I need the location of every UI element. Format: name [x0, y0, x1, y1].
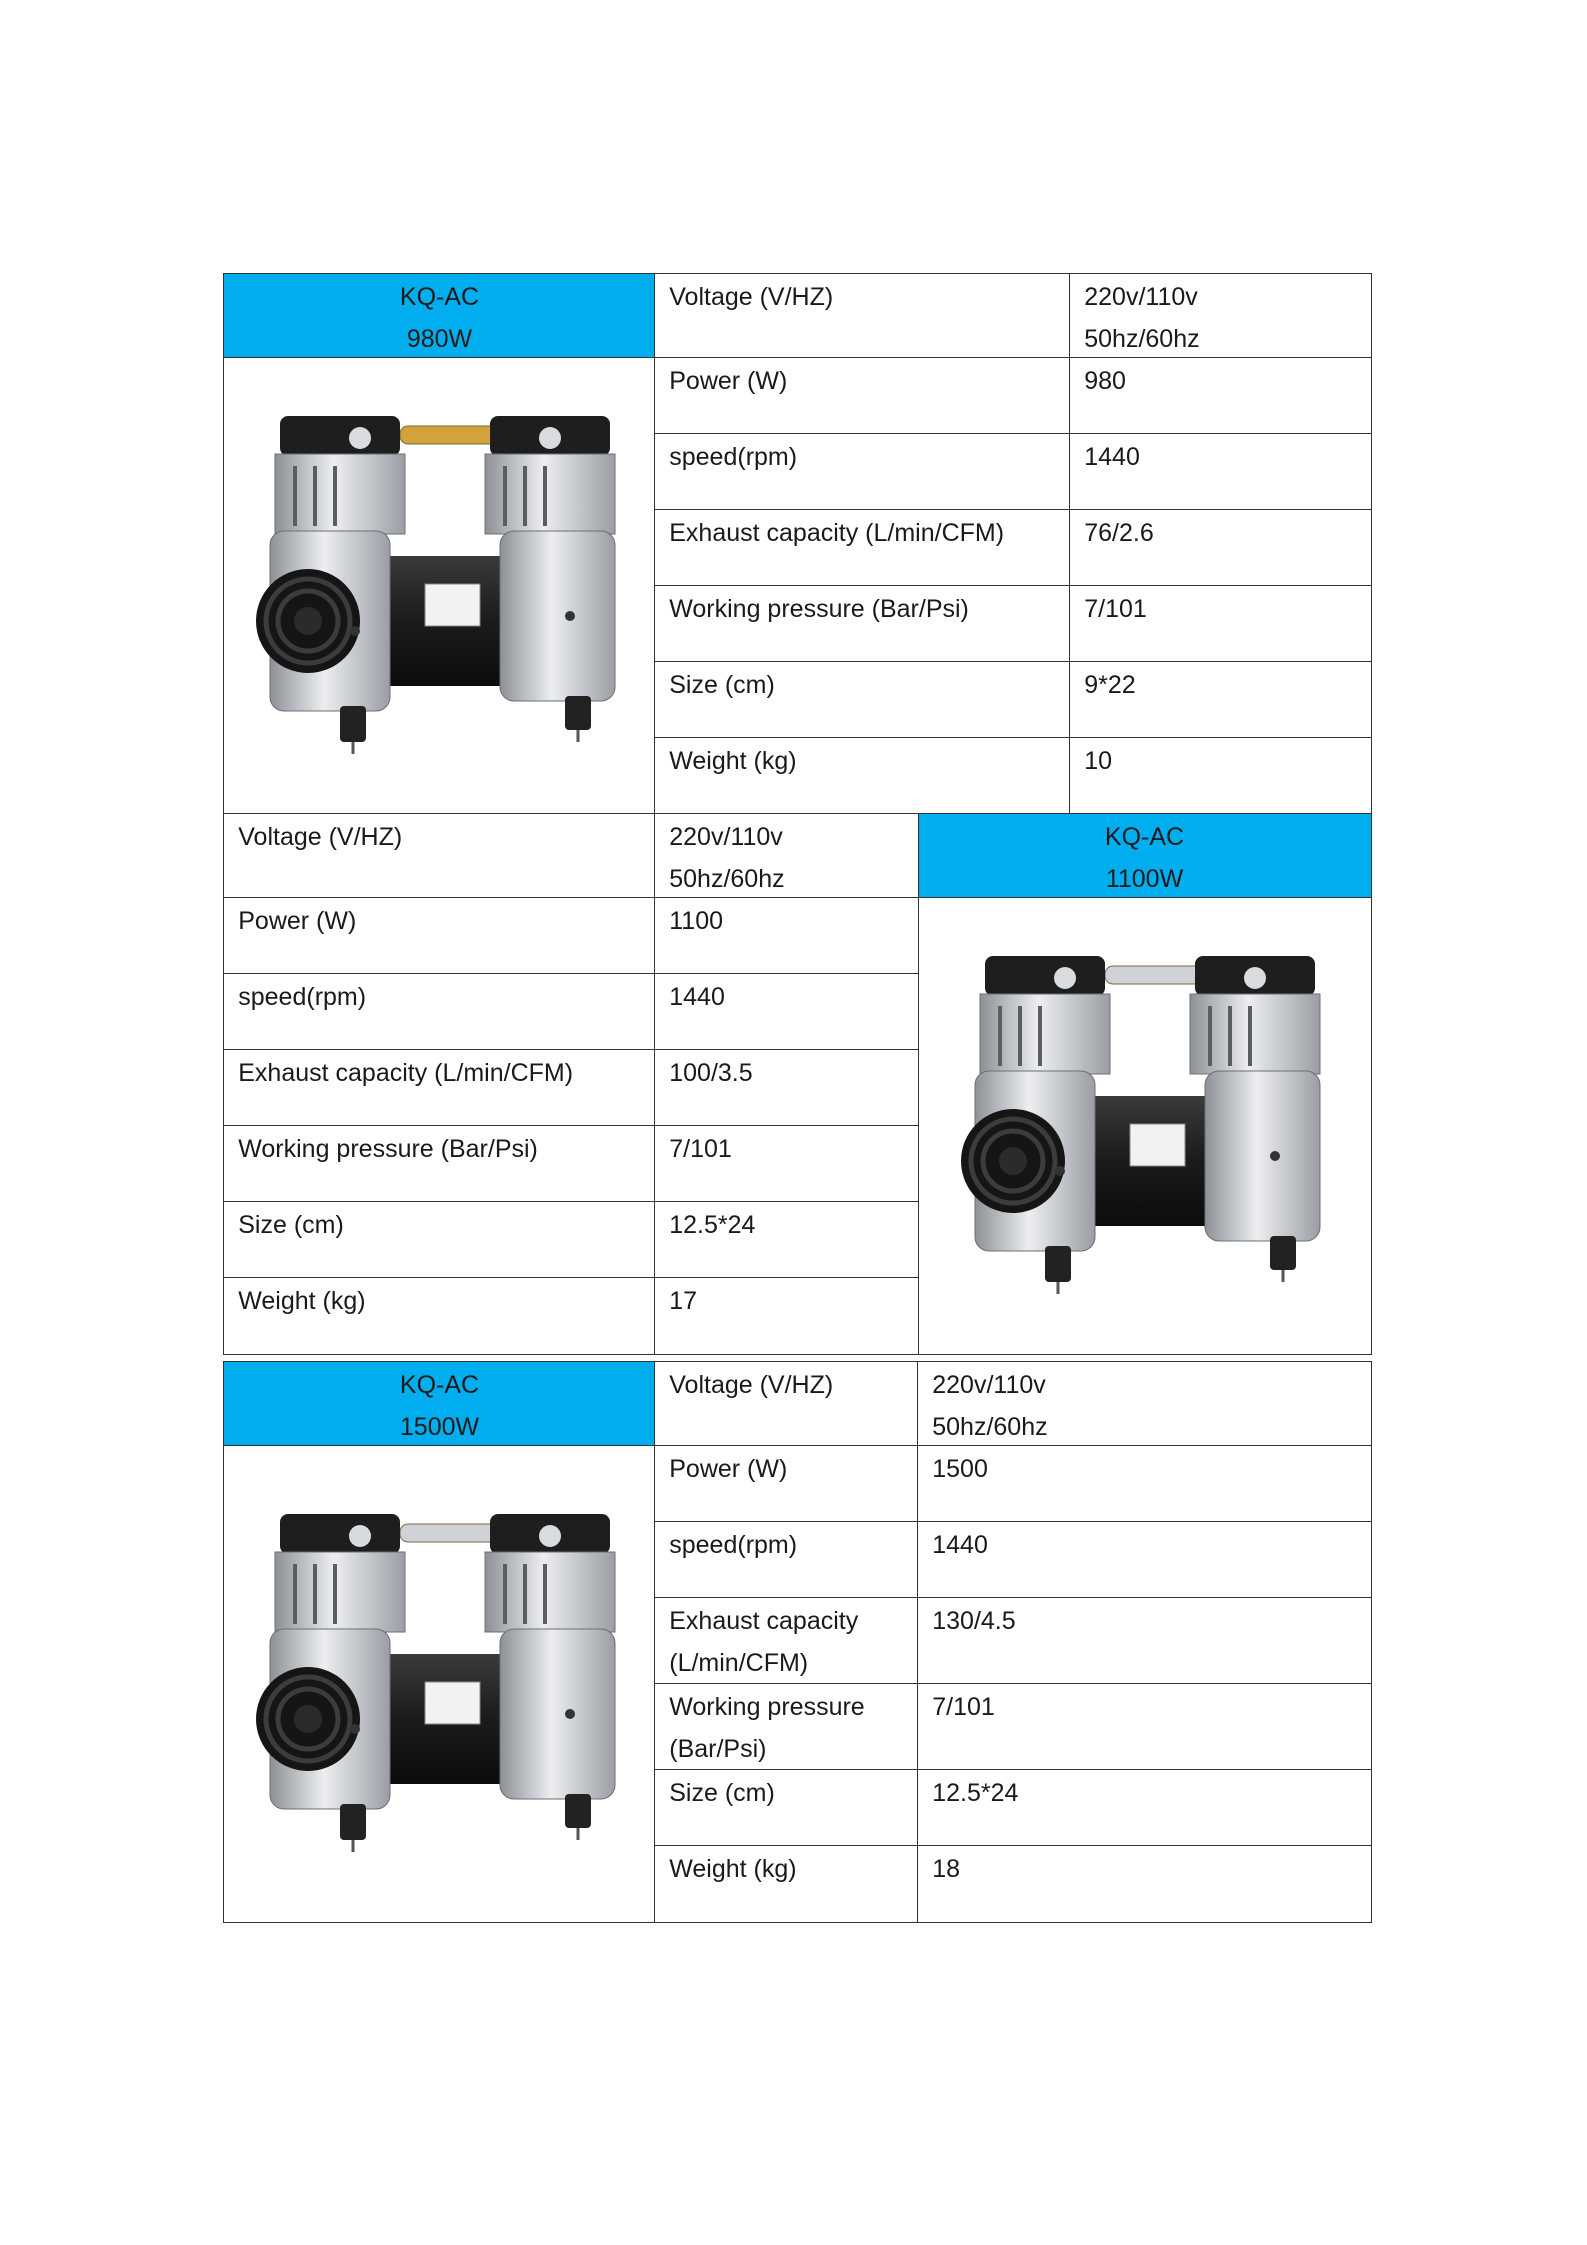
spec-value-text: 1440 — [669, 983, 725, 1012]
spec-label-text: speed(rpm) — [238, 983, 367, 1012]
spec-value-text: 100/3.5 — [669, 1059, 753, 1088]
spec-label-text: Power (W) — [238, 907, 357, 936]
spec-value — [917, 1445, 1372, 1523]
spec-value-text: 12.5*24 — [932, 1779, 1019, 1808]
spec-label-text: Exhaust capacity (L/min/CFM) — [238, 1059, 574, 1088]
spec-table — [224, 274, 1371, 1925]
spec-value — [917, 1521, 1372, 1599]
spec-label — [654, 1597, 919, 1685]
spec-label — [654, 357, 1071, 435]
spec-value — [917, 1597, 1372, 1685]
spec-label-text: (Bar/Psi) — [669, 1735, 767, 1764]
spec-label — [654, 1361, 919, 1447]
spec-value-text: 50hz/60hz — [1084, 325, 1200, 354]
spec-value — [1069, 433, 1372, 511]
spec-label-text: Size (cm) — [669, 1779, 775, 1808]
spec-value-text: 7/101 — [932, 1693, 995, 1722]
spec-label-text: Power (W) — [669, 367, 788, 396]
spec-value — [654, 1125, 919, 1203]
spec-value-text: 7/101 — [1084, 595, 1147, 624]
spec-value — [654, 813, 919, 899]
spec-value-text: 220v/110v — [669, 823, 783, 852]
model-power: 1500W — [399, 1413, 480, 1442]
model-name: KQ-AC — [399, 283, 480, 312]
spec-label-text: Working pressure (Bar/Psi) — [238, 1135, 538, 1164]
spec-label — [654, 1845, 919, 1923]
model-header — [223, 273, 656, 359]
spec-label-text: Exhaust capacity (L/min/CFM) — [669, 519, 1005, 548]
spec-label-text: Exhaust capacity — [669, 1607, 859, 1636]
spec-label-text: Voltage (V/HZ) — [669, 1371, 834, 1400]
spec-value — [1069, 661, 1372, 739]
spec-label-text: Weight (kg) — [669, 747, 797, 776]
spec-label — [223, 1201, 656, 1279]
spec-value-text: 50hz/60hz — [932, 1413, 1048, 1442]
spec-label — [223, 897, 656, 975]
spec-label — [654, 433, 1071, 511]
spec-label-text: speed(rpm) — [669, 1531, 798, 1560]
air-compressor-photo — [955, 956, 1335, 1296]
spec-value-text: 76/2.6 — [1084, 519, 1154, 548]
spec-label-text: Working pressure — [669, 1693, 865, 1722]
spec-value-text: 9*22 — [1084, 671, 1136, 700]
spec-value — [654, 1277, 919, 1355]
spec-value-text: 10 — [1084, 747, 1113, 776]
spec-value — [1069, 357, 1372, 435]
spec-label-text: Size (cm) — [238, 1211, 344, 1240]
model-power: 1100W — [1105, 865, 1184, 894]
spec-value — [1069, 737, 1372, 815]
spec-label — [654, 661, 1071, 739]
product-image — [917, 897, 1372, 1355]
spec-label — [223, 1125, 656, 1203]
spec-value-text: 1100 — [669, 907, 724, 936]
spec-value-text: 980 — [1084, 367, 1126, 396]
spec-label-text: Working pressure (Bar/Psi) — [669, 595, 969, 624]
spec-label — [654, 509, 1071, 587]
product-image — [223, 357, 656, 815]
spec-value-text: 220v/110v — [932, 1371, 1046, 1400]
spec-value-text: 130/4.5 — [932, 1607, 1016, 1636]
spec-label-text: Voltage (V/HZ) — [238, 823, 403, 852]
spec-value-text: 1440 — [1084, 443, 1140, 472]
spec-value-text: 220v/110v — [1084, 283, 1198, 312]
spec-label — [654, 1445, 919, 1523]
spec-value — [654, 973, 919, 1051]
spec-value — [917, 1361, 1372, 1447]
model-header — [917, 813, 1372, 899]
spec-value — [917, 1769, 1372, 1847]
spec-value — [1069, 585, 1372, 663]
spec-label — [223, 1049, 656, 1127]
spec-label — [654, 1769, 919, 1847]
spec-value — [917, 1845, 1372, 1923]
spec-value — [654, 897, 919, 975]
model-power: 980W — [406, 325, 473, 354]
product-image — [223, 1445, 656, 1923]
spec-label-text: Power (W) — [669, 1455, 788, 1484]
spec-label — [654, 273, 1071, 359]
spec-label-text: (L/min/CFM) — [669, 1649, 809, 1678]
spec-value-text: 7/101 — [669, 1135, 732, 1164]
spec-label-text: Weight (kg) — [669, 1855, 797, 1884]
spec-value-text: 17 — [669, 1287, 698, 1316]
spec-value-text: 1440 — [932, 1531, 988, 1560]
spec-label-text: Voltage (V/HZ) — [669, 283, 834, 312]
spec-label — [654, 585, 1071, 663]
spec-label-text: Size (cm) — [669, 671, 775, 700]
spec-value — [1069, 509, 1372, 587]
spec-label — [654, 737, 1071, 815]
spec-label — [654, 1521, 919, 1599]
spec-label — [223, 813, 656, 899]
spec-value — [654, 1049, 919, 1127]
air-compressor-photo — [250, 416, 630, 756]
air-compressor-photo — [250, 1514, 630, 1854]
model-header — [223, 1361, 656, 1447]
spec-value-text: 18 — [932, 1855, 961, 1884]
model-name: KQ-AC — [1104, 823, 1185, 852]
spec-value-text: 12.5*24 — [669, 1211, 756, 1240]
spec-label-text: speed(rpm) — [669, 443, 798, 472]
spec-label — [223, 1277, 656, 1355]
spec-label — [223, 973, 656, 1051]
spec-value-text: 1500 — [932, 1455, 988, 1484]
spec-value-text: 50hz/60hz — [669, 865, 785, 894]
spec-value — [654, 1201, 919, 1279]
spec-label-text: Weight (kg) — [238, 1287, 366, 1316]
spec-label — [654, 1683, 919, 1771]
spec-value — [917, 1683, 1372, 1771]
model-name: KQ-AC — [399, 1371, 480, 1400]
spec-value — [1069, 273, 1372, 359]
